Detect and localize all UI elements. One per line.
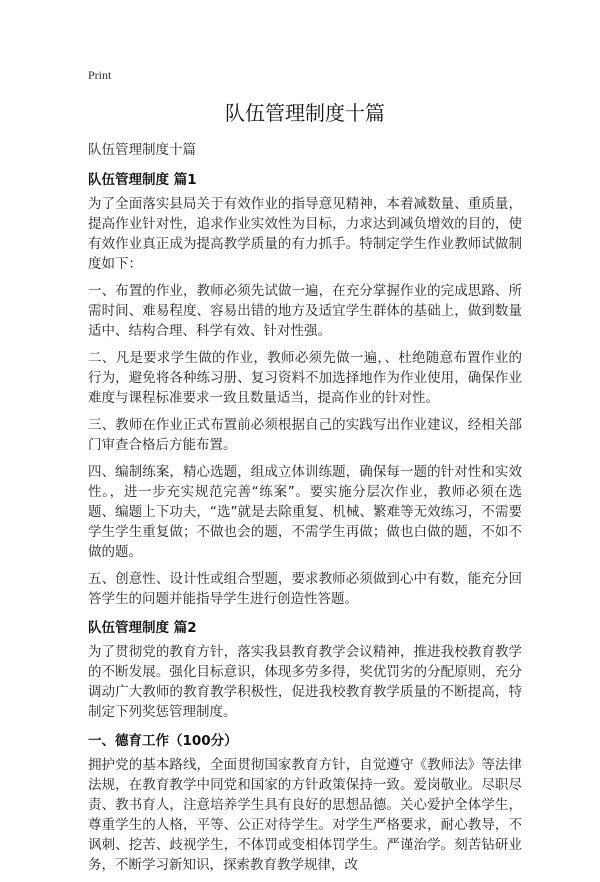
paragraph: 四、编制练案，精心选题，组成立体训练题，确保每一题的针对性和实效性。，进一步充实规范完善“练案”。要实施分层次作业，教师必须在选题、编题上下功夫，“选”就是去除重复、机械、繁难等无效练习，不需要学生学生重复做；不做也会的题，不需学生再做；做也白做的题，不如不做的题。 (88, 464, 522, 560)
document-page (88, 68, 522, 882)
section-heading: 队伍管理制度 篇1 (88, 172, 197, 188)
paragraph: 二、凡是要求学生做的作业，教师必须先做一遍，、杜绝随意布置作业的行为，避免将各种练习册、复习资料不加选择地作为作业使用，确保作业难度与课程标准要求一致且数量适当，提高作业的针对性。 (88, 350, 522, 406)
paragraph: 为了全面落实县局关于有效作业的指导意见精神，本着减数量、重质量，提高作业针对性，追求作业实效性为目标，力求达到减负增效的目的，使有效作业真正成为提高教学质量的有力抓手。特制定学生作业教师试做制度如下： (88, 196, 522, 272)
document-subtitle: 队伍管理制度十篇 (88, 142, 196, 158)
section-heading: 一、德育工作（100分） (88, 733, 238, 749)
section-heading: 队伍管理制度 篇2 (88, 620, 197, 636)
paragraph: 为了贯彻党的教育方针，落实我县教育教学会议精神，推进我校教育教学的不断发展。强化目标意识，体现多劳多得，奖优罚劣的分配原则，充分调动广大教师的教育教学积极性，促进我校教育教学质量的不断提高，特制定下列奖惩管理制度。 (88, 644, 522, 720)
page-title: 队伍管理制度十篇 (225, 101, 385, 125)
print-link[interactable]: Print (88, 68, 112, 82)
paragraph: 三、教师在作业正式布置前必须根据自己的实践写出作业建议，经相关部门审查合格后方能布置。 (88, 417, 522, 453)
paragraph: 一、布置的作业，教师必须先试做一遍，在充分掌握作业的完成思路、所需时间、难易程度、容易出错的地方及适宜学生群体的基础上，做到数量适中、结构合理、科学有效、针对性强。 (88, 283, 522, 339)
paragraph: 拥护党的基本路线，全面贯彻国家教育方针，自觉遵守《教师法》等法律法规，在教育教学中同党和国家的方针政策保持一致。爱岗敬业。尽职尽责、教书育人，注意培养学生具有良好的思想品德。关心爱护全体学生，尊重学生的人格，平等、公正对待学生。对学生严格要求，耐心教导，不讽刺、挖苦、歧视学生，不体罚或变相体罚学生。严谨治学。刻苦钻研业务，不断学习新知识，探索教育教学规律，改 (88, 757, 522, 873)
paragraph: 五、创意性、设计性或组合型题，要求教师必须做到心中有数，能充分回答学生的问题并能指导学生进行创造性答题。 (88, 571, 522, 607)
